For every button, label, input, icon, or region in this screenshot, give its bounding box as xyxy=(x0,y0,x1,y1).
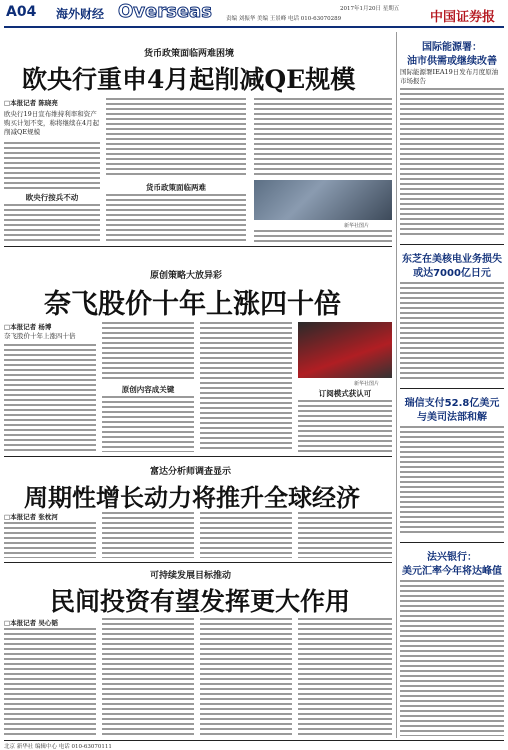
sidebar xyxy=(400,32,504,738)
text-block xyxy=(254,98,392,178)
text-block xyxy=(102,618,194,736)
text-block xyxy=(102,396,194,452)
text-block xyxy=(4,204,100,242)
sidebar-title: 美元汇率今年将达峰值 xyxy=(402,566,502,577)
sidebar-kicker: 国际能源署： xyxy=(422,42,482,53)
sidebar-title: 瑞信支付52.8亿美元 xyxy=(404,398,500,409)
text-block xyxy=(102,512,194,558)
text-block xyxy=(400,88,504,238)
sidebar-title: 东芝在美核电业务损失 xyxy=(402,254,502,265)
story-headline: 民间投资有望发挥更大作用 xyxy=(50,587,351,616)
byline: □本报记者 吴心韬 xyxy=(4,619,58,627)
divider xyxy=(4,562,392,563)
masthead xyxy=(0,0,508,28)
intertitle: 订阅模式获认可 xyxy=(318,389,372,398)
story-headline: 奈飞股价十年上涨四十倍 xyxy=(44,289,341,320)
section-name: 海外财经 xyxy=(56,7,105,21)
text-block xyxy=(200,512,292,558)
story-fidelity xyxy=(4,460,392,560)
lead-paragraph: 欧央行19日宣布维持利率和资产购买计划不变，称将继续在4月起削减QE规模 xyxy=(4,110,100,136)
page-number: A04 xyxy=(6,4,37,20)
divider xyxy=(400,388,504,389)
sidebar-title: 与美司法部和解 xyxy=(417,412,487,423)
text-block xyxy=(200,322,292,452)
text-block xyxy=(298,512,392,558)
text-block xyxy=(102,322,194,380)
text-block xyxy=(106,194,246,242)
text-block xyxy=(200,618,292,736)
byline: □本报记者 杨博 xyxy=(4,323,52,331)
intertitle: 货币政策面临两难 xyxy=(146,183,206,192)
byline: □本报记者 张枕河 xyxy=(4,513,58,521)
photo-caption: 新华社图片 xyxy=(354,381,380,387)
divider xyxy=(4,246,392,247)
text-block xyxy=(400,282,504,382)
story-headline: 欧央行重申4月起削减QE规模 xyxy=(22,65,356,94)
story-ecb xyxy=(4,32,392,244)
divider xyxy=(400,542,504,543)
photo xyxy=(254,180,392,220)
text-block xyxy=(298,618,392,736)
story-netflix xyxy=(4,250,392,454)
text-block xyxy=(4,142,100,190)
editor-credits: 责编 刘振华 美编 王景峰 电话 010-63070289 xyxy=(226,16,342,22)
text-block xyxy=(298,400,392,452)
sidebar-title: 油市供需或继续改善 xyxy=(407,56,497,67)
photo-caption: 新华社图片 xyxy=(344,223,370,229)
footer-text: 北京 新华社 编辑中心 电话 010-63070111 xyxy=(4,744,112,750)
text-block xyxy=(4,344,96,452)
sidebar-lead: 国际能源署IEA19日发布月度原油市场报告 xyxy=(400,68,499,85)
column-divider xyxy=(396,32,397,738)
intertitle: 原创内容成关键 xyxy=(121,385,175,394)
date-line: 2017年1月20日 星期五 xyxy=(340,6,400,12)
text-block xyxy=(4,628,96,736)
sidebar-title: 法兴银行： xyxy=(427,552,477,563)
byline: □本报记者 陈晓亮 xyxy=(4,99,58,107)
story-private-investment xyxy=(4,566,392,738)
section-name-en: Overseas xyxy=(118,1,212,22)
story-kicker: 货币政策面临两难困境 xyxy=(144,49,235,59)
footer-rule xyxy=(4,740,504,741)
divider xyxy=(4,456,392,457)
text-block xyxy=(4,522,96,558)
text-block xyxy=(254,230,392,242)
lead-paragraph: 奈飞股价十年上涨四十倍 xyxy=(4,332,76,340)
paper-name: 中国证券报 xyxy=(430,10,496,25)
sidebar-title: 或达7000亿日元 xyxy=(413,268,491,279)
story-kicker: 富达分析师调查显示 xyxy=(150,467,232,477)
text-block xyxy=(400,426,504,536)
text-block xyxy=(106,98,246,178)
photo xyxy=(298,322,392,378)
text-block xyxy=(400,580,504,736)
story-kicker: 原创策略大放异彩 xyxy=(150,271,223,281)
story-kicker: 可持续发展目标推动 xyxy=(150,571,232,581)
divider xyxy=(400,244,504,245)
story-headline: 周期性增长动力将推升全球经济 xyxy=(24,483,360,512)
intertitle: 欧央行按兵不动 xyxy=(25,193,79,202)
masthead-rule xyxy=(4,26,504,28)
